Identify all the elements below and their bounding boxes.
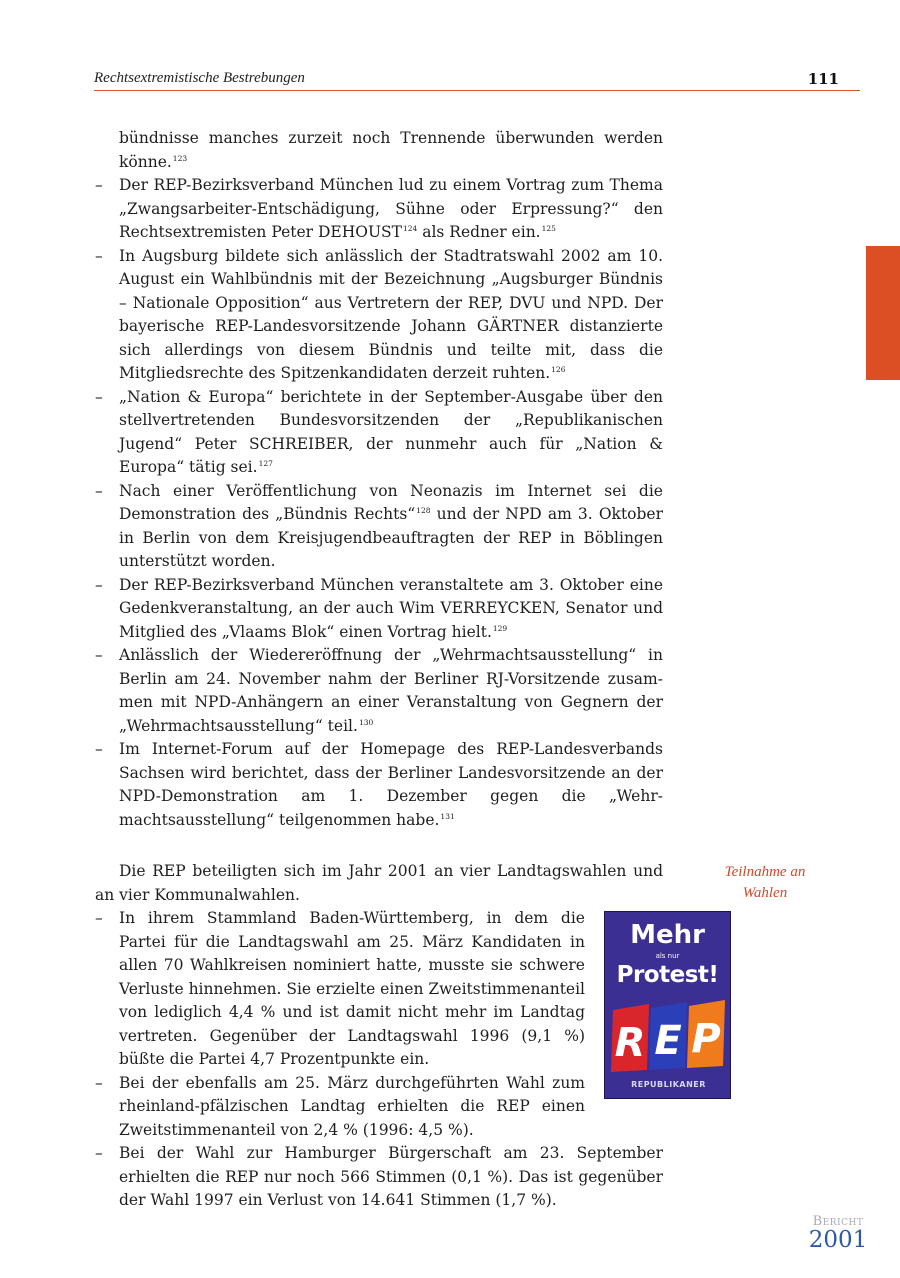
footnote-ref: 128 (416, 506, 431, 515)
list-item: – Bei der ebenfalls am 25. März durchgeführten Wahl zum rheinland-pfälzischen Landtag erhielten die REP einen Zweitstimmenanteil von 2,4 % (1996: 4,5 %). (95, 1072, 663, 1143)
rep-letter-r: R (614, 1020, 646, 1066)
list-item (95, 174, 663, 245)
list-item (95, 574, 663, 645)
footnote-ref: 130 (358, 717, 374, 727)
list-item: – In ihrem Stammland Baden-Württemberg, in dem die Partei für die Landtagswahl am 25. März Kandidaten in allen 70 Wahlkreisen nominiert hatte, musste sie schwere Verluste hinnehmen. Sie erzielte einen Zweitstimmenanteil von lediglich 4,4 % und ist damit nicht mehr im Landtag vertreten. Gegenüber der Landtagswahl 1996 (9,1 %) büßte die Partei 4,7 Prozentpunkte ein. (95, 907, 663, 1072)
list-item-text: Im Internet-Forum auf der Homepage des REP-Landesverbands Sachsen wird berichtet, dass der Berliner Landesvorsitzende an der NPD-Demonstration am 1. Dezember gegen die „Wehrmachtsausstellung“ teilgenommen habe. (119, 740, 663, 829)
footnote-ref: 125 (541, 224, 556, 233)
poster-brand: REPUBLIKANER (631, 1080, 706, 1089)
header-rule (94, 90, 860, 91)
elections-list (95, 907, 663, 1213)
list-item-text: „Nation & Europa“ berichtete in der September-Ausgabe über den stellvertretenden Bundesvorsitzenden der „Republikanischen Jugend“ Peter SCHREIBER, der nunmehr auch für „Nation & Europa“ tätig sei. (119, 387, 663, 476)
list-item-text: und der NPD am 3. Oktober in Berlin von dem Kreisjugendbeauftragten der REP in Böblingen unterstützt worden. (119, 505, 664, 570)
rep-letter-p: P (691, 1016, 721, 1062)
chapter-tab-marker (866, 246, 900, 380)
list-item-text: Anlässlich der Wiedereröffnung der „Wehrmachtsausstellung“ in Berlin am 24. November nahm der Berliner RJ-Vorsitzende zusammen mit NPD-Anhängern an einer Veranstaltung von Gegnern der „Wehrmachtsausstellung“ teil. (119, 646, 663, 735)
list-item (95, 245, 663, 386)
text-block-2 (95, 860, 663, 1213)
poster-protest: Protest! (616, 962, 719, 988)
list-item: – Bei der Wahl zur Hamburger Bürgerschaft am 23. September erhielten die REP nur noch 566 Stimmen (0,1 %). Das ist gegenüber der Wahl 1997 ein Verlust von 14.641 Stimmen (1,7 %). (95, 1142, 663, 1213)
footnote-ref: 131 (440, 811, 455, 821)
margin-note-line-1: Teilnahme an (724, 864, 806, 880)
report-logo (800, 1214, 876, 1251)
list-item-text: als Redner ein. (417, 223, 541, 241)
elections-intro: Die REP beteiligten sich im Jahr 2001 an vier Landtagswahlen und an vier Kommunalwahlen. (95, 862, 663, 904)
rep-campaign-poster (604, 911, 731, 1099)
report-logo-word: Bericht (812, 1214, 864, 1229)
rep-logo (609, 1000, 729, 1074)
page-number: 111 (807, 70, 839, 88)
running-header-title: Rechtsextremistische Bestrebungen (94, 70, 305, 86)
list-item-text: In Augsburg bildete sich anlässlich der Stadtratswahl 2002 am 10. August ein Wahlbündnis mit der Bezeichnung „Augsburger Bündnis – Nationale Opposition“ aus Vertretern der REP, DVU und NPD. Der bayerische REP-Landesvorsitzende Johann GÄRTNER distanzierte sich allerdings von diesem Bündnis und teilte mit, dass die Mitgliedsrechte des Spitzenkandidaten derzeit ruhten. (119, 246, 663, 382)
list-item-text: Der REP-Bezirksverband München lud zu einem Vortrag zum Thema „Zwangsarbeiter-Entschädigung, Sühne oder Erpressung?“ den Rechtsextremisten Peter DEHOUST (119, 176, 663, 241)
footnote-ref: 126 (551, 365, 566, 374)
footnote-ref: 124 (402, 224, 418, 233)
margin-note (700, 862, 830, 904)
list-item (95, 480, 663, 574)
list-item (95, 386, 663, 480)
poster-subline: als nur (655, 952, 680, 960)
footnote-ref: 129 (492, 623, 508, 633)
report-logo-year: 2001 (808, 1227, 868, 1253)
continuation-paragraph (95, 127, 663, 174)
rep-letter-e: E (654, 1018, 682, 1064)
footnote-ref: 123 (172, 153, 188, 163)
text-block-1 (95, 127, 663, 832)
list-item-text: Der REP-Bezirksverband München veranstaltete am 3. Oktober eine Gedenkveranstaltung, an der auch Wim VERREYCKEN, Senator und Mitglied des „Vlaams Blok“ einen Vortrag hielt. (119, 575, 663, 641)
margin-note-line-2: Wahlen (742, 885, 788, 901)
continuation-text: bündnisse manches zurzeit noch Trennende überwunden werden könne. (119, 129, 663, 171)
list-item (95, 738, 663, 832)
list-item-text: Nach einer Veröffentlichung von Neonazis im Internet sei die Demonstration des „Bündnis Rechts“ (119, 481, 663, 523)
event-list (95, 174, 663, 832)
footnote-ref: 127 (258, 459, 273, 468)
poster-headline: Mehr (630, 920, 705, 950)
list-item (95, 644, 663, 738)
